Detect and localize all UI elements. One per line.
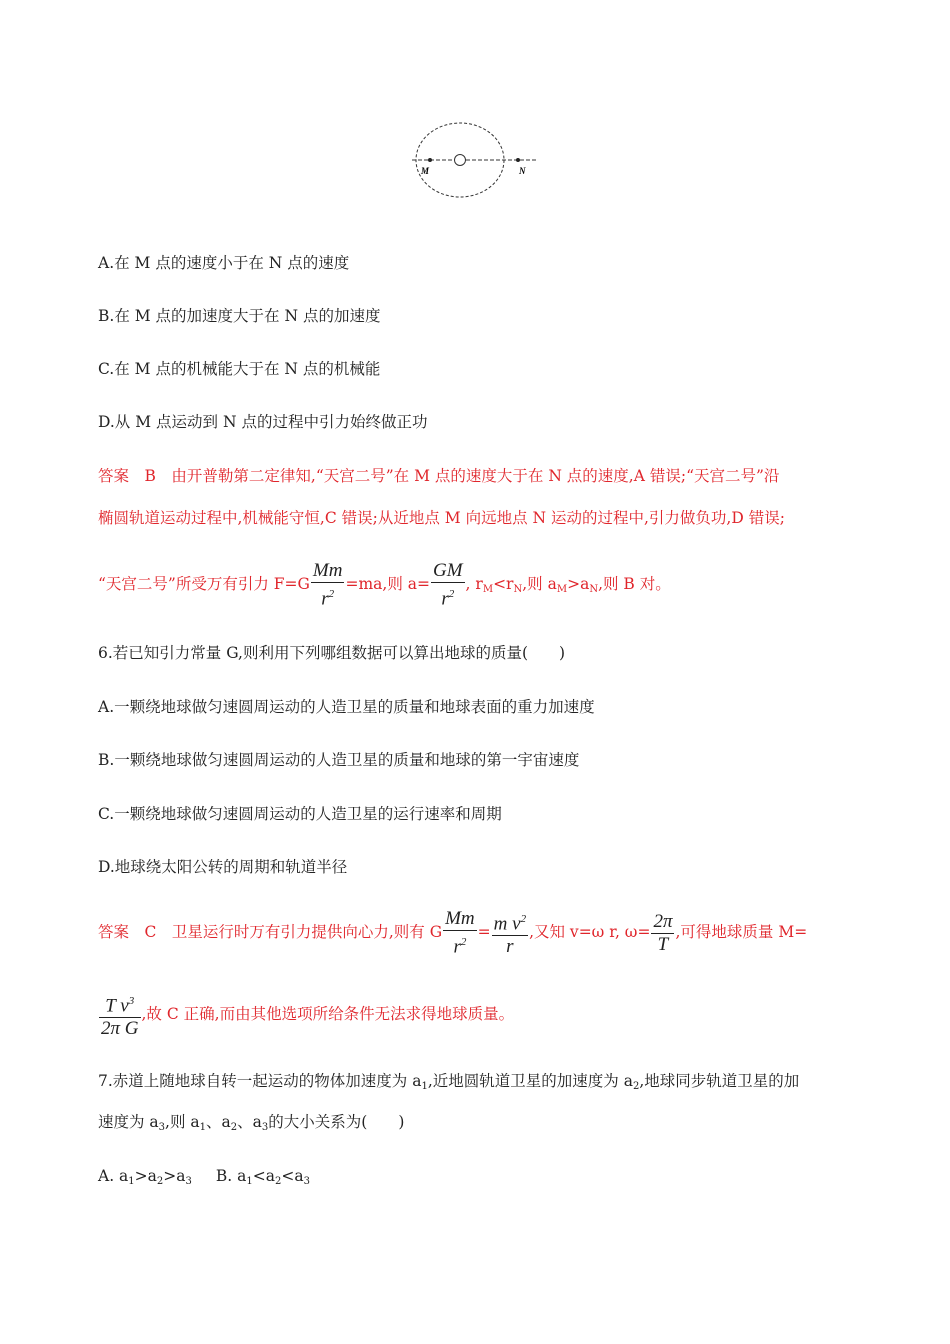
q5-option-a: A.在 M 点的速度小于在 N 点的速度 bbox=[98, 254, 350, 272]
fraction-tv3-2pig: $\frac{T v^3}{\text{2π G}}$ bbox=[101, 995, 139, 1040]
fraction-mv2-r: $\frac{m v^2}{r}$ bbox=[493, 913, 527, 958]
q5-answer-line3: “天宫二号”所受万有引力 F=G $\frac{Mm}{r^2}$ =ma,则 a= $\frac{GM}{r^2}$ , $r_M<r_N$,则 $a_M>a_N$,则 B 对。 bbox=[98, 560, 671, 610]
q5-answer-line2: 椭圆轨道运动过程中,机械能守恒,C 错误;从近地点 M 向远地点 N 运动的过程中,引力做负功,D 错误; bbox=[98, 509, 785, 527]
q6-answer-line2: $\frac{T v^3}{\text{2π G}}$ ,故 C 正确,而由其他选项所给条件无法求得地球质量。 bbox=[98, 990, 514, 1040]
q6-option-a: A.一颗绕地球做匀速圆周运动的人造卫星的质量和地球表面的重力加速度 bbox=[98, 698, 595, 716]
q5-answer-line1: 答案 B 由开普勒第二定律知,“天宫二号”在 M 点的速度大于在 N 点的速度,A 错误;“天宫二号”沿 bbox=[98, 467, 780, 485]
q7-stem-line2: 速度为 $a_3$,则 $a_1$、$a_2$、$a_3$的大小关系为( ) bbox=[98, 1113, 405, 1133]
point-m-label: M bbox=[421, 166, 430, 176]
q5-ans3-text: “天宫二号”所受万有引力 F=G bbox=[98, 575, 310, 594]
q5-option-d: D.从 M 点运动到 N 点的过程中引力始终做正功 bbox=[98, 413, 428, 431]
q7-stem-line1: 7.赤道上随地球自转一起运动的物体加速度为 $a_1$,近地圆轨道卫星的加速度为 $a_2$,地球同步轨道卫星的加 bbox=[98, 1072, 800, 1092]
q5-option-c: C.在 M 点的机械能大于在 N 点的机械能 bbox=[98, 360, 381, 378]
fraction-2pi-t: $\frac{2\pi}{T}$ bbox=[653, 910, 673, 955]
fraction-mm-r2: $\frac{Mm}{r^2}$ bbox=[312, 560, 343, 610]
fraction-mm-r2-b: $\frac{Mm}{r^2}$ bbox=[445, 908, 475, 958]
fraction-gm-r2: $\frac{GM}{r^2}$ bbox=[432, 560, 463, 610]
q5-option-b: B.在 M 点的加速度大于在 N 点的加速度 bbox=[98, 307, 381, 325]
orbit-diagram bbox=[410, 122, 545, 202]
q6-option-c: C.一颗绕地球做匀速圆周运动的人造卫星的运行速率和周期 bbox=[98, 805, 502, 823]
q7-options-ab: A. $a_1>a_2>a_3$ B. $a_1<a_2<a_3$ bbox=[98, 1167, 310, 1187]
q6-stem: 6.若已知引力常量 G,则利用下列哪组数据可以算出地球的质量( ) bbox=[98, 644, 566, 662]
point-n-label: N bbox=[519, 166, 526, 176]
q6-option-b: B.一颗绕地球做匀速圆周运动的人造卫星的质量和地球的第一宇宙速度 bbox=[98, 751, 580, 769]
q6-option-d: D.地球绕太阳公转的周期和轨道半径 bbox=[98, 858, 348, 876]
q6-answer-line1: 答案 C 卫星运行时万有引力提供向心力,则有 G $\frac{Mm}{r^2}$ = $\frac{m v^2}{r}$ ,又知 v=ω r, ω= $\frac{2\pi}{T}$ ,可得地球质量 M= bbox=[98, 908, 808, 958]
